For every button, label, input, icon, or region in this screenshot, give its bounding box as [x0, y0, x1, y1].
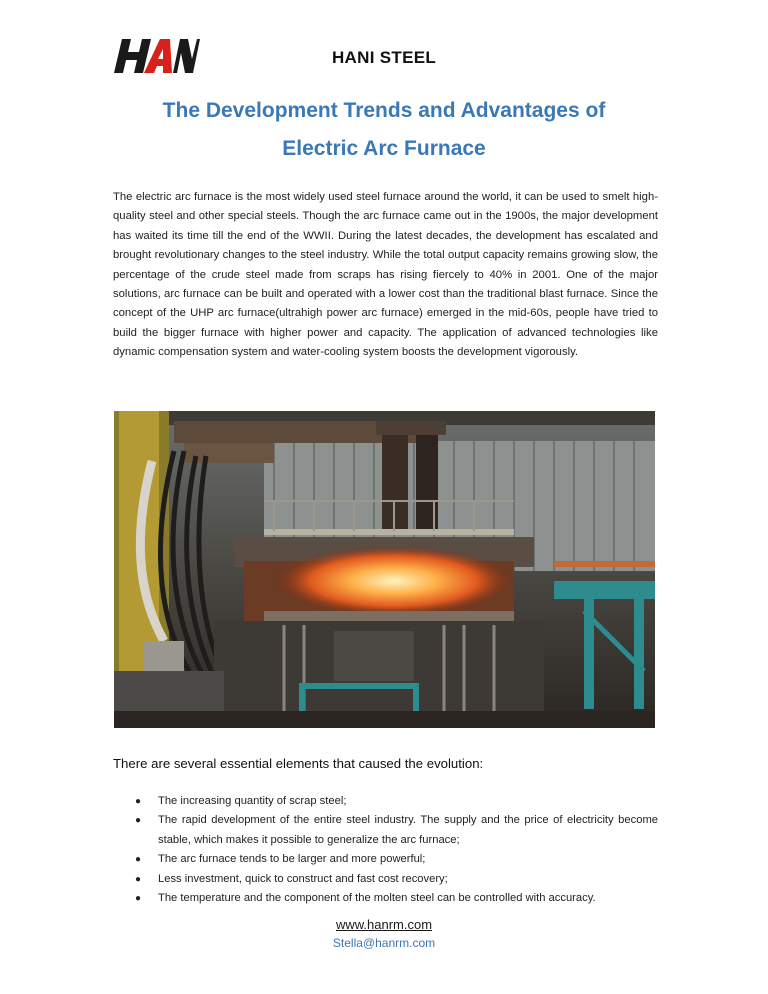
elements-list	[113, 792, 658, 908]
list-item	[113, 792, 658, 811]
electric-arc-furnace-photo	[114, 411, 655, 728]
document-title-line-1: The Development Trends and Advantages of	[162, 99, 606, 122]
list-item-text: Less investment, quick to construct and fast cost recovery;	[158, 872, 448, 885]
list-item-text: The increasing quantity of scrap steel;	[158, 795, 347, 807]
elements-intro: There are several essential elements that caused the evolution:	[113, 756, 484, 771]
list-item	[113, 889, 658, 908]
list-item	[113, 850, 658, 869]
bullet-icon: ●	[135, 873, 142, 885]
list-item-text: The arc furnace tends to be larger and more powerful;	[158, 853, 426, 866]
document-title-line-2: Electric Arc Furnace	[282, 137, 486, 160]
list-item	[113, 870, 658, 889]
bullet-icon: ●	[135, 854, 142, 866]
email-link[interactable]: Stella@hanrm.com	[332, 936, 436, 950]
website-link[interactable]: www.hanrm.com	[335, 917, 433, 932]
intro-paragraph: The electric arc furnace is the most widely used steel furnace around the world, it can be used to smelt high-quality steel and other special steels. Though the arc furnace came out in the 1900s, the major development has waited its time till the end of the WWII. During the latest decades, the development has escalated and brought revolutionary changes to the steel industry. While the total output capacity remains growing slow, the percentage of the crude steel made from scraps has rising fiercely to 40% in 2001. One of the major solutions, arc furnace can be built and operated with a lower cost than the traditional blast furnace. Since the concept of the UHP arc furnace(ultrahigh power arc furnace) emerged in the mid-60s, people have tried to build the bigger furnace with higher power and capacity. The application of advanced technologies like dynamic compensation system and water-cooling system boosts the development vigorously.	[113, 191, 658, 359]
bullet-icon: ●	[135, 815, 142, 827]
list-item-text: The temperature and the component of the molten steel can be controlled with accuracy.	[158, 892, 596, 905]
list-item	[113, 811, 658, 850]
bullet-icon: ●	[135, 796, 142, 807]
bullet-icon: ●	[135, 893, 142, 905]
company-name: HANI STEEL	[331, 48, 437, 67]
list-item-text: The rapid development of the entire steel industry. The supply and the price of electricity become stable, which makes it possible to generalize the arc furnace;	[158, 814, 658, 846]
